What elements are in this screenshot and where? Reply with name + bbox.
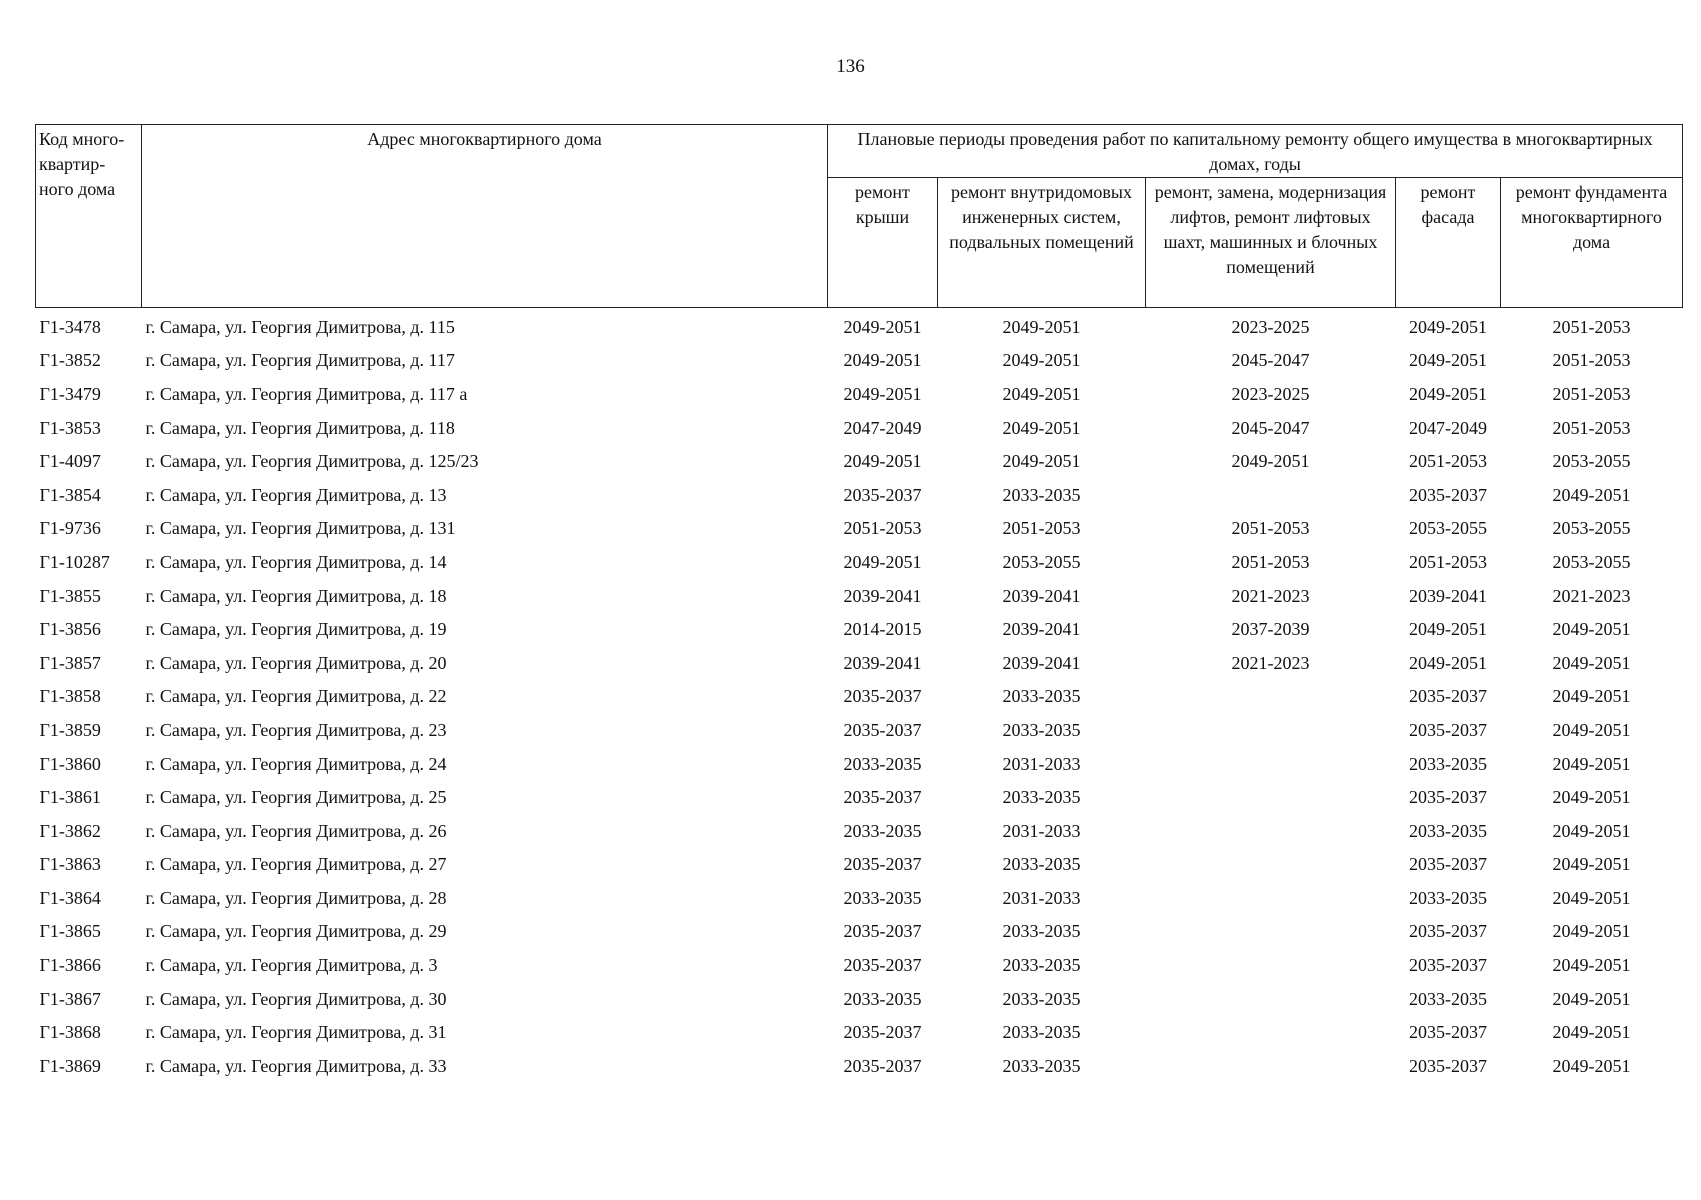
cell-foundation: 2049-2051 (1552, 686, 1631, 707)
cell-engineering: 2031-2033 (1002, 753, 1081, 774)
cell-code: Г1-3861 (39, 787, 101, 808)
cell-address: г. Самара, ул. Георгия Димитрова, д. 27 (145, 854, 447, 875)
cell-facade: 2049-2051 (1409, 619, 1487, 640)
cell-roof: 2035-2037 (843, 921, 922, 942)
table-row (36, 982, 1683, 1016)
cell-elevators (1146, 814, 1396, 848)
cell-address: г. Самара, ул. Георгия Димитрова, д. 125/23 (145, 451, 479, 472)
cell-facade: 2035-2037 (1409, 955, 1487, 976)
cell-address: г. Самара, ул. Георгия Димитрова, д. 131 (145, 518, 456, 539)
cell-facade: 2049-2051 (1409, 652, 1487, 673)
table-row (36, 881, 1683, 915)
cell-engineering: 2033-2035 (1002, 686, 1081, 707)
cell-code: Г1-3859 (39, 719, 101, 740)
cell-facade: 2033-2035 (1409, 887, 1487, 908)
table-row (36, 948, 1683, 982)
cell-roof: 2049-2051 (843, 451, 922, 472)
cell-elevators (1146, 982, 1396, 1016)
header-facade: ремонт фасада (1396, 178, 1501, 308)
cell-address: г. Самара, ул. Георгия Димитрова, д. 24 (145, 753, 447, 774)
cell-engineering: 2049-2051 (1002, 417, 1081, 438)
cell-elevators (1146, 747, 1396, 781)
table-row (36, 814, 1683, 848)
cell-facade: 2051-2053 (1409, 551, 1487, 572)
cell-address: г. Самара, ул. Георгия Димитрова, д. 23 (145, 719, 447, 740)
cell-roof: 2035-2037 (843, 854, 922, 875)
cell-address: г. Самара, ул. Георгия Димитрова, д. 18 (145, 585, 447, 606)
cell-code: Г1-3478 (39, 316, 101, 337)
table-row (36, 780, 1683, 814)
cell-elevators: 2049-2051 (1231, 451, 1310, 472)
cell-roof: 2035-2037 (843, 787, 922, 808)
cell-roof: 2049-2051 (843, 316, 922, 337)
cell-engineering: 2039-2041 (1002, 585, 1081, 606)
cell-foundation: 2049-2051 (1552, 1055, 1631, 1076)
cell-roof: 2051-2053 (843, 518, 922, 539)
cell-code: Г1-3854 (39, 484, 101, 505)
header-engineering: ремонт внутридомовых инженерных систем, подвальных помещений (938, 178, 1146, 308)
header-periods-group: Плановые периоды проведения работ по капитальному ремонту общего имущества в многоквартирных домах, годы (828, 125, 1683, 178)
cell-code: Г1-3860 (39, 753, 101, 774)
cell-foundation: 2049-2051 (1552, 820, 1631, 841)
header-address: Адрес многоквартирного дома (142, 125, 828, 308)
table-row (36, 411, 1683, 445)
cell-code: Г1-3869 (39, 1055, 101, 1076)
cell-foundation: 2049-2051 (1552, 887, 1631, 908)
cell-facade: 2035-2037 (1409, 1022, 1487, 1043)
cell-address: г. Самара, ул. Георгия Димитрова, д. 118 (145, 417, 455, 438)
cell-engineering: 2033-2035 (1002, 1022, 1081, 1043)
cell-code: Г1-3853 (39, 417, 101, 438)
cell-facade: 2033-2035 (1409, 753, 1487, 774)
cell-roof: 2035-2037 (843, 484, 922, 505)
cell-code: Г1-3868 (39, 1022, 101, 1043)
cell-facade: 2035-2037 (1409, 484, 1487, 505)
cell-facade: 2035-2037 (1409, 787, 1487, 808)
cell-elevators: 2021-2023 (1231, 585, 1310, 606)
cell-code: Г1-3857 (39, 652, 101, 673)
cell-elevators: 2045-2047 (1231, 417, 1310, 438)
header-foundation: ремонт фундамента многоквартирного дома (1501, 178, 1683, 308)
header-elevators: ремонт, замена, модернизация лифтов, ремонт лифтовых шахт, машинных и блочных помещений (1146, 178, 1396, 308)
cell-code: Г1-3862 (39, 820, 101, 841)
cell-elevators (1146, 780, 1396, 814)
cell-code: Г1-4097 (39, 451, 101, 472)
cell-address: г. Самара, ул. Георгия Димитрова, д. 25 (145, 787, 447, 808)
cell-address: г. Самара, ул. Георгия Димитрова, д. 115 (145, 316, 455, 337)
cell-code: Г1-3863 (39, 854, 101, 875)
cell-foundation: 2051-2053 (1552, 316, 1631, 337)
cell-foundation: 2049-2051 (1552, 787, 1631, 808)
table-row (36, 612, 1683, 646)
cell-elevators: 2023-2025 (1231, 316, 1310, 337)
cell-code: Г1-3855 (39, 585, 101, 606)
cell-roof: 2035-2037 (843, 686, 922, 707)
cell-facade: 2033-2035 (1409, 820, 1487, 841)
cell-facade: 2035-2037 (1409, 854, 1487, 875)
cell-engineering: 2049-2051 (1002, 350, 1081, 371)
cell-foundation: 2053-2055 (1552, 518, 1631, 539)
cell-engineering: 2039-2041 (1002, 652, 1081, 673)
cell-roof: 2035-2037 (843, 955, 922, 976)
cell-address: г. Самара, ул. Георгия Димитрова, д. 20 (145, 652, 447, 673)
table-row (36, 848, 1683, 882)
cell-elevators: 2021-2023 (1231, 652, 1310, 673)
cell-address: г. Самара, ул. Георгия Димитрова, д. 19 (145, 619, 447, 640)
cell-engineering: 2049-2051 (1002, 316, 1081, 337)
cell-foundation: 2049-2051 (1552, 719, 1631, 740)
cell-roof: 2049-2051 (843, 551, 922, 572)
table-row (36, 579, 1683, 613)
table-row (36, 308, 1683, 344)
cell-elevators (1146, 915, 1396, 949)
cell-code: Г1-3479 (39, 383, 101, 404)
cell-roof: 2033-2035 (843, 820, 922, 841)
cell-facade: 2035-2037 (1409, 686, 1487, 707)
cell-engineering: 2033-2035 (1002, 484, 1081, 505)
cell-elevators (1146, 881, 1396, 915)
cell-elevators (1146, 1049, 1396, 1083)
header-code: Код много-квартир-ного дома (36, 125, 142, 308)
cell-address: г. Самара, ул. Георгия Димитрова, д. 31 (145, 1022, 447, 1043)
cell-engineering: 2033-2035 (1002, 854, 1081, 875)
cell-roof: 2014-2015 (843, 619, 922, 640)
cell-code: Г1-3865 (39, 921, 101, 942)
header-roof: ремонт крыши (828, 178, 938, 308)
cell-elevators: 2023-2025 (1231, 383, 1310, 404)
cell-facade: 2035-2037 (1409, 921, 1487, 942)
table-row (36, 344, 1683, 378)
cell-code: Г1-3858 (39, 686, 101, 707)
cell-address: г. Самара, ул. Георгия Димитрова, д. 3 (145, 955, 438, 976)
cell-facade: 2047-2049 (1409, 417, 1487, 438)
cell-roof: 2039-2041 (843, 652, 922, 673)
cell-code: Г1-3866 (39, 955, 101, 976)
cell-address: г. Самара, ул. Георгия Димитрова, д. 22 (145, 686, 447, 707)
cell-address: г. Самара, ул. Георгия Димитрова, д. 26 (145, 820, 447, 841)
cell-foundation: 2049-2051 (1552, 854, 1631, 875)
cell-elevators: 2051-2053 (1231, 551, 1310, 572)
table-row (36, 478, 1683, 512)
cell-roof: 2033-2035 (843, 753, 922, 774)
table-row (36, 545, 1683, 579)
cell-roof: 2049-2051 (843, 383, 922, 404)
cell-foundation: 2049-2051 (1552, 955, 1631, 976)
table-row (36, 1015, 1683, 1049)
cell-engineering: 2033-2035 (1002, 787, 1081, 808)
cell-elevators: 2037-2039 (1231, 619, 1310, 640)
cell-facade: 2053-2055 (1409, 518, 1487, 539)
table-row (36, 1049, 1683, 1083)
cell-elevators (1146, 713, 1396, 747)
cell-engineering: 2033-2035 (1002, 955, 1081, 976)
cell-foundation: 2053-2055 (1552, 551, 1631, 572)
cell-engineering: 2033-2035 (1002, 921, 1081, 942)
cell-address: г. Самара, ул. Георгия Димитрова, д. 117 а (145, 383, 468, 404)
cell-engineering: 2031-2033 (1002, 887, 1081, 908)
cell-foundation: 2051-2053 (1552, 350, 1631, 371)
cell-roof: 2047-2049 (843, 417, 922, 438)
cell-foundation: 2049-2051 (1552, 484, 1631, 505)
cell-address: г. Самара, ул. Георгия Димитрова, д. 117 (145, 350, 455, 371)
cell-facade: 2049-2051 (1409, 350, 1487, 371)
cell-facade: 2033-2035 (1409, 988, 1487, 1009)
cell-roof: 2035-2037 (843, 1055, 922, 1076)
cell-foundation: 2021-2023 (1552, 585, 1631, 606)
table-row (36, 747, 1683, 781)
table-row (36, 915, 1683, 949)
cell-engineering: 2051-2053 (1002, 518, 1081, 539)
cell-code: Г1-10287 (39, 551, 110, 572)
cell-code: Г1-3864 (39, 887, 101, 908)
cell-elevators: 2051-2053 (1231, 518, 1310, 539)
cell-foundation: 2051-2053 (1552, 417, 1631, 438)
cell-roof: 2035-2037 (843, 719, 922, 740)
cell-address: г. Самара, ул. Георгия Димитрова, д. 29 (145, 921, 447, 942)
cell-engineering: 2039-2041 (1002, 619, 1081, 640)
cell-engineering: 2049-2051 (1002, 383, 1081, 404)
cell-foundation: 2049-2051 (1552, 753, 1631, 774)
cell-facade: 2051-2053 (1409, 451, 1487, 472)
cell-foundation: 2049-2051 (1552, 988, 1631, 1009)
cell-address: г. Самара, ул. Георгия Димитрова, д. 30 (145, 988, 447, 1009)
capital-repair-table (35, 124, 1683, 1083)
cell-foundation: 2049-2051 (1552, 921, 1631, 942)
cell-roof: 2033-2035 (843, 988, 922, 1009)
table-row (36, 713, 1683, 747)
page-number: 136 (836, 56, 865, 77)
table-row (36, 646, 1683, 680)
table-header (36, 125, 1683, 308)
cell-elevators: 2045-2047 (1231, 350, 1310, 371)
table-row (36, 444, 1683, 478)
cell-elevators (1146, 478, 1396, 512)
cell-engineering: 2033-2035 (1002, 988, 1081, 1009)
cell-foundation: 2049-2051 (1552, 1022, 1631, 1043)
cell-facade: 2035-2037 (1409, 719, 1487, 740)
cell-facade: 2035-2037 (1409, 1055, 1487, 1076)
cell-engineering: 2033-2035 (1002, 1055, 1081, 1076)
cell-roof: 2039-2041 (843, 585, 922, 606)
cell-roof: 2049-2051 (843, 350, 922, 371)
cell-facade: 2039-2041 (1409, 585, 1487, 606)
cell-code: Г1-9736 (39, 518, 101, 539)
cell-elevators (1146, 848, 1396, 882)
cell-code: Г1-3867 (39, 988, 101, 1009)
cell-address: г. Самара, ул. Георгия Димитрова, д. 28 (145, 887, 447, 908)
cell-code: Г1-3856 (39, 619, 101, 640)
cell-address: г. Самара, ул. Георгия Димитрова, д. 14 (145, 551, 447, 572)
cell-engineering: 2031-2033 (1002, 820, 1081, 841)
cell-elevators (1146, 1015, 1396, 1049)
cell-engineering: 2053-2055 (1002, 551, 1081, 572)
cell-code: Г1-3852 (39, 350, 101, 371)
cell-facade: 2049-2051 (1409, 316, 1487, 337)
table-row (36, 377, 1683, 411)
cell-foundation: 2053-2055 (1552, 451, 1631, 472)
cell-roof: 2035-2037 (843, 1022, 922, 1043)
cell-facade: 2049-2051 (1409, 383, 1487, 404)
cell-engineering: 2033-2035 (1002, 719, 1081, 740)
cell-foundation: 2051-2053 (1552, 383, 1631, 404)
cell-address: г. Самара, ул. Георгия Димитрова, д. 13 (145, 484, 447, 505)
cell-foundation: 2049-2051 (1552, 652, 1631, 673)
table-row (36, 680, 1683, 714)
cell-elevators (1146, 680, 1396, 714)
cell-engineering: 2049-2051 (1002, 451, 1081, 472)
cell-elevators (1146, 948, 1396, 982)
cell-foundation: 2049-2051 (1552, 619, 1631, 640)
cell-roof: 2033-2035 (843, 887, 922, 908)
table-body (36, 308, 1683, 1083)
cell-address: г. Самара, ул. Георгия Димитрова, д. 33 (145, 1055, 447, 1076)
table-row (36, 512, 1683, 546)
